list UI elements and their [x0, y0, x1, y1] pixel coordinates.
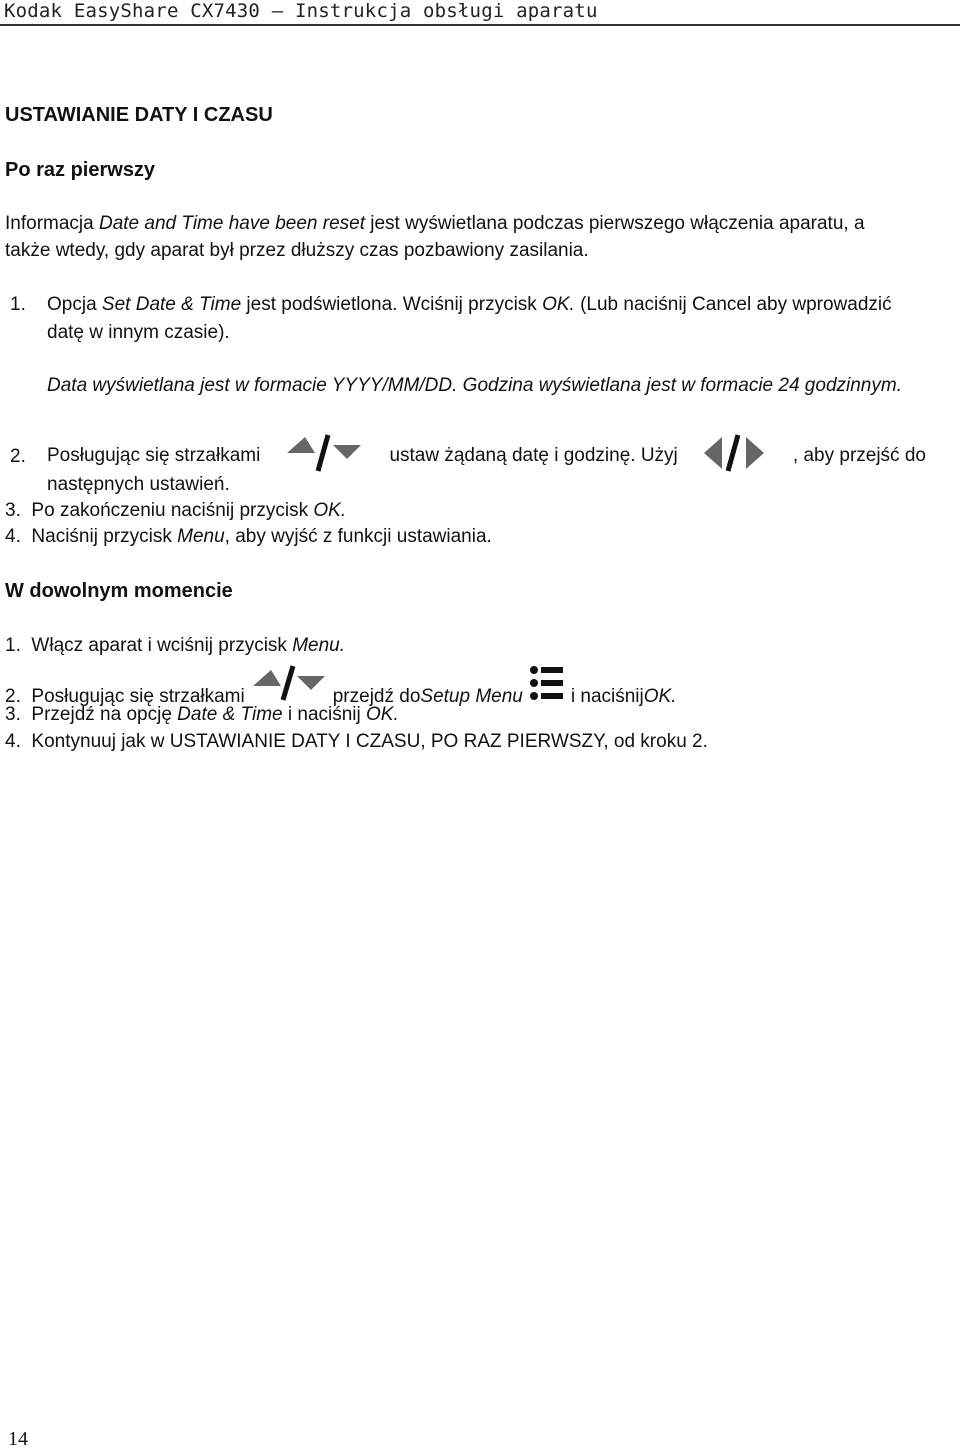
left-right-arrows-icon — [702, 433, 768, 479]
intro-line-2: także wtedy, gdy aparat był przez dłuższy czas pozbawiony zasilania. — [5, 240, 589, 261]
intro-line-1: Informacja Date and Time have been reset jest wyświetlana podczas pierwszego włączenia aparatu, a — [5, 213, 865, 234]
anytime-step1: 1. Włącz aparat i wciśnij przycisk Menu. — [5, 635, 346, 656]
step2-number: 2. — [10, 446, 26, 467]
section-title: USTAWIANIE DATY I CZASU — [5, 104, 273, 126]
subheading-first-time: Po raz pierwszy — [5, 159, 156, 181]
anytime-step2: 2. Posługując się strzałkami przejdź do Setup Menu i naciśnij OK. — [5, 664, 676, 708]
step1-line-2: datę w innym czasie). — [47, 322, 230, 343]
step1-text: Opcja Set Date & Time jest podświetlona. Wciśnij przycisk OK. (Lub naciśnij Cancel aby wprowadzić — [47, 294, 892, 315]
step4: 4. Naciśnij przycisk Menu, aby wyjść z funkcji ustawiania. — [5, 526, 492, 547]
anytime-step3: 3. Przejdź na opcję Date & Time i naciśnij OK. — [5, 704, 399, 725]
up-down-arrows-icon — [285, 433, 365, 479]
page-number: 14 — [8, 1428, 28, 1450]
step2-text: Posługując się strzałkami ustaw żądaną datę i godzinę. Użyj , aby przejść do — [47, 436, 926, 476]
subheading-anytime: W dowolnym momencie — [5, 580, 233, 602]
setup-menu-icon — [529, 664, 565, 708]
step1-format-note: Data wyświetlana jest w formacie YYYY/MM/DD. Godzina wyświetlana jest w formacie 24 godzinnym. — [47, 375, 902, 396]
step3: 3. Po zakończeniu naciśnij przycisk OK. — [5, 500, 347, 521]
up-down-arrows-icon — [251, 664, 327, 708]
header-rule — [0, 24, 960, 26]
document-header: Kodak EasyShare CX7430 – Instrukcja obsługi aparatu — [4, 0, 598, 22]
anytime-step4: 4. Kontynuuj jak w USTAWIANIE DATY I CZASU, PO RAZ PIERWSZY, od kroku 2. — [5, 731, 708, 752]
step2-line-2: następnych ustawień. — [47, 474, 230, 495]
step1-number: 1. — [10, 294, 26, 315]
